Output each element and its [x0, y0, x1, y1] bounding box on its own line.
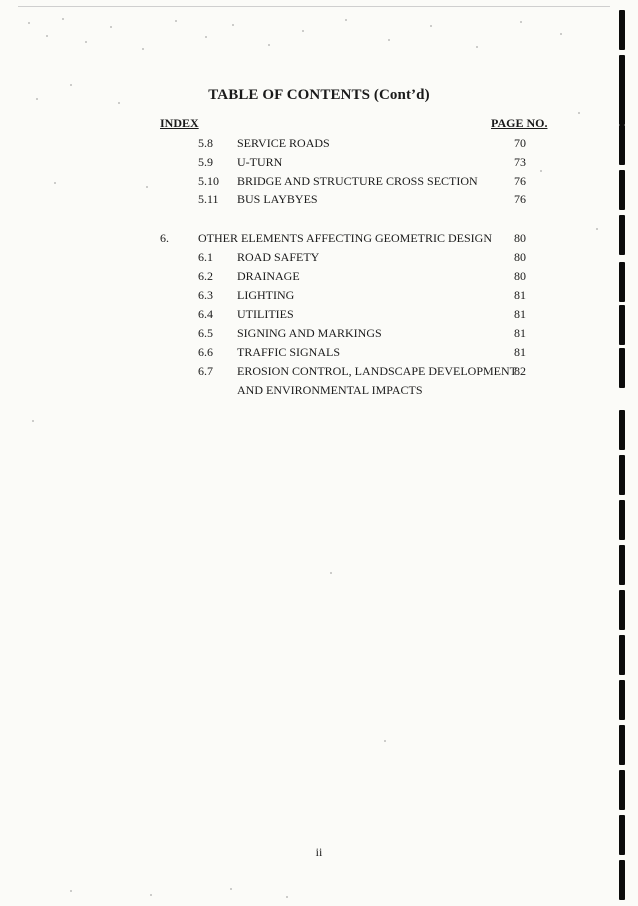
- toc-entry-title: U-TURN: [237, 155, 283, 169]
- toc-entry-page: 73: [514, 155, 526, 169]
- toc-entry: [0, 286, 638, 304]
- toc-entry-title: OTHER ELEMENTS AFFECTING GEOMETRIC DESIGN: [198, 231, 492, 245]
- toc-entry-number: 5.11: [198, 192, 219, 206]
- toc-entry-page: 80: [514, 269, 526, 283]
- toc-entry-title: SERVICE ROADS: [237, 136, 330, 150]
- toc-entry-number: 6.2: [198, 269, 213, 283]
- toc-entry-number: 5.9: [198, 155, 213, 169]
- index-column-header: INDEX: [160, 116, 199, 130]
- toc-entry-title: BUS LAYBYES: [237, 192, 318, 206]
- toc-entry-page: 81: [514, 326, 526, 340]
- binding-mark: [619, 500, 625, 540]
- toc-entry-title: ROAD SAFETY: [237, 250, 320, 264]
- toc-entry-page: 76: [514, 174, 526, 188]
- toc-entry: [0, 248, 638, 266]
- toc-entry: [0, 305, 638, 323]
- toc-entry: [0, 190, 638, 208]
- binding-mark: [619, 10, 625, 50]
- toc-entry-title: SIGNING AND MARKINGS: [237, 326, 382, 340]
- toc-entry: [0, 267, 638, 285]
- toc-entry-number: 6.7: [198, 364, 213, 378]
- page-number-column-header: PAGE NO.: [491, 116, 548, 130]
- toc-entry-page: 70: [514, 136, 526, 150]
- toc-entry: [0, 324, 638, 342]
- toc-entry-title: DRAINAGE: [237, 269, 300, 283]
- binding-mark: [619, 545, 625, 585]
- toc-entry: [0, 362, 638, 380]
- page-top-line: [18, 6, 610, 7]
- toc-entry-number: 5.8: [198, 136, 213, 150]
- toc-entry-number: 6.5: [198, 326, 213, 340]
- toc-entry-title: TRAFFIC SIGNALS: [237, 345, 341, 359]
- binding-mark: [619, 725, 625, 765]
- binding-mark: [619, 590, 625, 630]
- binding-mark: [619, 680, 625, 720]
- toc-entry-number: 6.6: [198, 345, 213, 359]
- binding-mark: [619, 410, 625, 450]
- toc-chapter-entry: [0, 229, 638, 247]
- toc-entry-page: 82: [514, 364, 526, 378]
- toc-entry-title: AND ENVIRONMENTAL IMPACTS: [237, 383, 423, 397]
- toc-entry-number: 6.1: [198, 250, 213, 264]
- page-title: TABLE OF CONTENTS (Cont’d): [208, 87, 430, 103]
- footer-page-number: ii: [315, 845, 323, 859]
- toc-entry-number: 5.10: [198, 174, 219, 188]
- toc-entry-number: 6.3: [198, 288, 213, 302]
- toc-entry-title: EROSION CONTROL, LANDSCAPE DEVELOPMENT: [237, 364, 518, 378]
- toc-entry: [0, 153, 638, 171]
- toc-entry: [0, 343, 638, 361]
- binding-mark: [619, 770, 625, 810]
- toc-entry-continuation: [0, 381, 638, 399]
- binding-mark: [619, 635, 625, 675]
- toc-entry: [0, 172, 638, 190]
- binding-mark: [619, 455, 625, 495]
- toc-entry-page: 80: [514, 231, 526, 245]
- toc-entry-title: LIGHTING: [237, 288, 295, 302]
- toc-entry-number: 6.4: [198, 307, 213, 321]
- toc-entry-title: UTILITIES: [237, 307, 294, 321]
- toc-entry: [0, 134, 638, 152]
- binding-mark: [619, 860, 625, 900]
- toc-entry-page: 81: [514, 288, 526, 302]
- toc-entry-title: BRIDGE AND STRUCTURE CROSS SECTION: [237, 174, 478, 188]
- toc-entry-page: 81: [514, 307, 526, 321]
- toc-entry-number: 6.: [160, 231, 169, 245]
- toc-entry-page: 81: [514, 345, 526, 359]
- toc-entry-page: 80: [514, 250, 526, 264]
- toc-entry-page: 76: [514, 192, 526, 206]
